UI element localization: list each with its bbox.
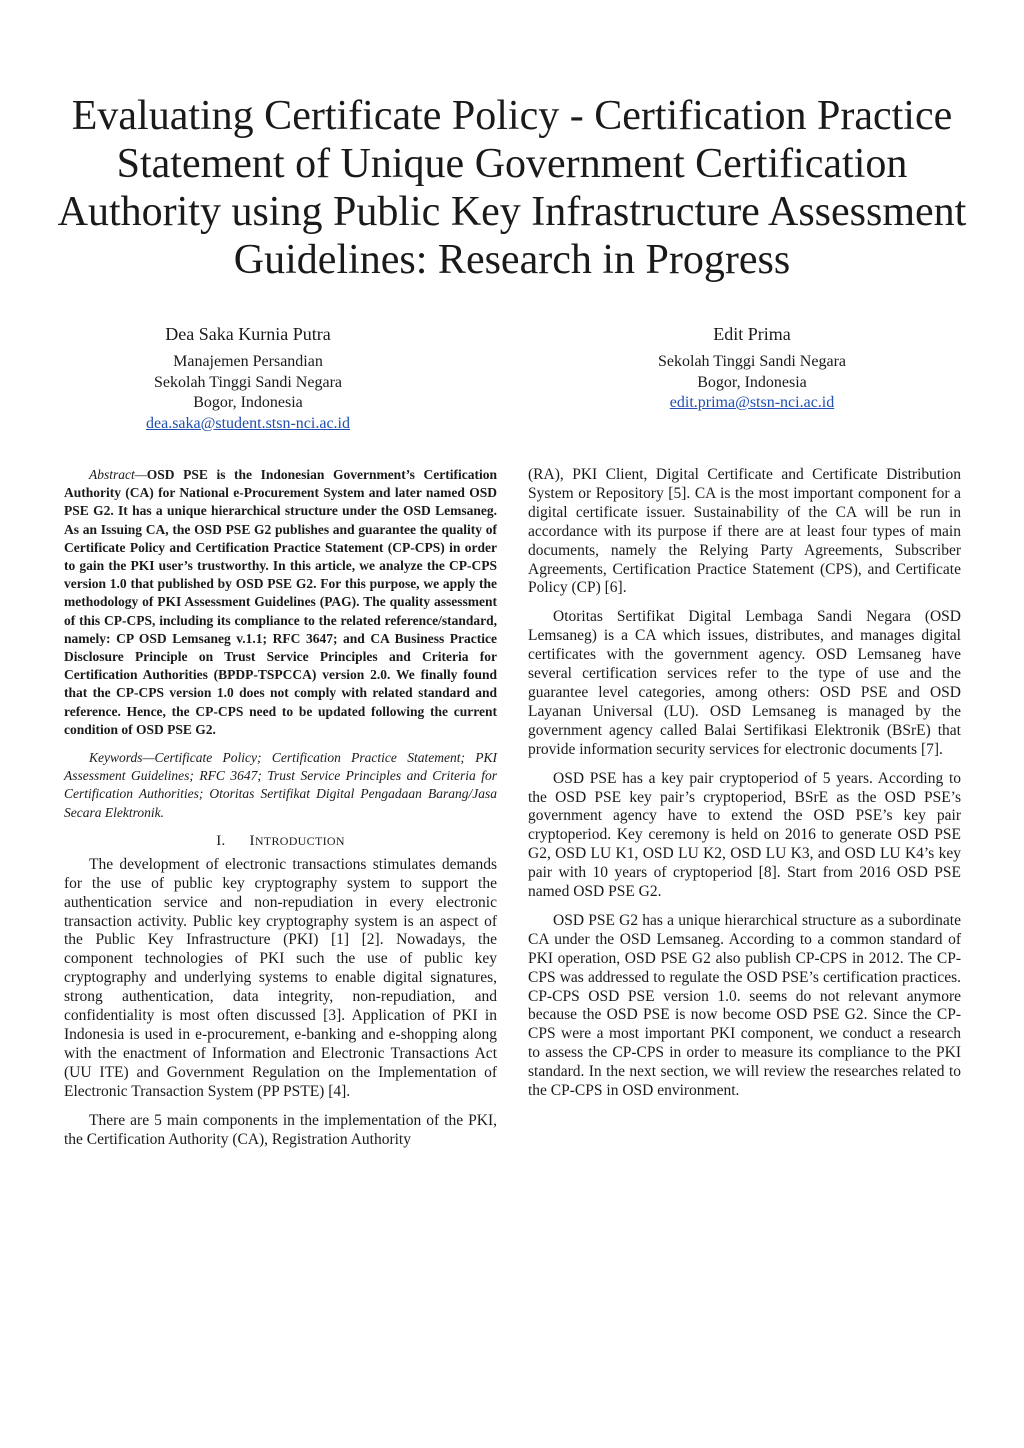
- author-institution: Sekolah Tinggi Sandi Negara: [658, 353, 846, 370]
- section-number: I.: [216, 832, 226, 849]
- author-location: Bogor, Indonesia: [193, 394, 303, 411]
- author-block-1: [88, 322, 408, 434]
- author-block-2: [592, 322, 912, 414]
- author-name: Edit Prima: [713, 324, 791, 344]
- abstract: [64, 466, 497, 739]
- body-paragraph: Otoritas Sertifikat Digital Lembaga Sandi Negara (OSD Lemsaneg) is a CA which issues, distributes, and manages digital certificates with the government agency. OSD Lemsaneg have several certification services refer to the type of use and the guarantee level categories, among others: OSD PSE and OSD Layanan Universal (LU). OSD Lemsaneg is managed by the government agency called Balai Sertifikasi Elektronik (BSrE) that provide information security services for electronic documents [7].: [528, 608, 961, 758]
- author-location: Bogor, Indonesia: [697, 373, 807, 391]
- right-column: [528, 466, 961, 1111]
- body-paragraph: There are 5 main components in the implementation of the PKI, the Certification Authority (CA), Registration Authority: [64, 1111, 497, 1148]
- abstract-text: OSD PSE is the Indonesian Government’s Certification Authority (CA) for National e-Procurement System and later named OSD PSE G2. It has a unique hierarchical structure under the OSD Lemsaneg. As an Issuing CA, the OSD PSE G2 publishes and guarantee the quality of Certificate Policy and Certification Practice Statement (CP-CPS) in order to gain the PKI user’s trustworthy. In this article, we analyze the CP-CPS version 1.0 that published by OSD PSE G2. For this purpose, we apply the methodology of PKI Assessment Guidelines (PAG). The quality assessment of this CP-CPS, including its compliance to the related reference/standard, namely: CP OSD Lemsaneg v.1.1; RFC 3647; and CA Business Practice Disclosure Principle on Trust Service Principles and Criteria for Certification Authorities (BPDP-TSPCCA) version 2.0. We finally found that the CP-CPS version 1.0 does not comply with related standard and reference. Hence, the CP-CPS need to be updated following the current condition of OSD PSE G2.: [64, 467, 497, 737]
- keywords: Keywords—Certificate Policy; Certification Practice Statement; PKI Assessment Guidelines; RFC 3647; Trust Service Principles and Criteria for Certification Authorities; Otoritas Sertifikat Digital Pengadaan Barang/Jasa Secara Elektronik.: [64, 750, 497, 820]
- section-heading-introduction: [64, 832, 497, 850]
- abstract-label: Abstract—: [89, 467, 147, 482]
- body-paragraph: The development of electronic transactions stimulates demands for the use of public key cryptography system to support the authentication service and non-repudiation in every electronic transaction activity. Public key cryptography system is an aspect of the Public Key Infrastructure (PKI) [1] [2]. Nowadays, the component technologies of PKI such the use of public key cryptography and underlying systems to enable digital signatures, strong authentication, data integrity, non-repudiation, and confidentiality is most often discussed [3]. Application of PKI in Indonesia is used in e-procurement, e-banking and e-shopping along with the enactment of Information and Electronic Transactions Act (UU ITE) and Government Regulation on the Implementation of Electronic Transaction System (PP PSTE) [4].: [64, 855, 497, 1100]
- left-column: [64, 466, 497, 1159]
- author-affiliation: Manajemen Persandian: [173, 353, 323, 370]
- body-paragraph: OSD PSE G2 has a unique hierarchical structure as a subordinate CA under the OSD Lemsaneg. According to a common standard of PKI operation, OSD PSE G2 also publish CP-CPS in 2012. The CP-CPS was addressed to regulate the OSD PSE’s certification practices. CP-CPS OSD PSE version 1.0. seems do not relevant anymore because the OSD PSE is now become OSD PSE G2. Since the CP-CPS were a most important PKI component, we conduct a research to assess the CP-CPS in order to measure its compliance to the PKI standard. In the next section, we will review the researches related to the CP-CPS in OSD environment.: [528, 911, 961, 1100]
- section-title-rest: NTRODUCTION: [254, 833, 345, 848]
- body-paragraph-continued: (RA), PKI Client, Digital Certificate and Certificate Distribution System or Repository [5]. CA is the most important component for a digital certificate issuer. Sustainability of the CA will be run in accordance with its purpose if there are at least four types of main documents, namely the Relying Party Agreements, Subscriber Agreements, Certification Practice Statement (CPS), and Certificate Policy (CP) [6].: [528, 466, 961, 597]
- body-paragraph: OSD PSE has a key pair cryptoperiod of 5 years. According to the OSD PSE key pair’s cryptoperiod, BSrE as the OSD PSE’s government agency have to extend the OSD PSE’s key pair cryptoperiod. Key ceremony is held on 2016 to generate OSD PSE G2, OSD LU K1, OSD LU K2, OSD LU K3, and OSD LU K4’s key pair with 10 years of cryptoperiod [8]. Start from 2016 OSD PSE named OSD PSE G2.: [528, 769, 961, 901]
- section-title-initial: I: [249, 832, 255, 849]
- author-email-link[interactable]: dea.saka@student.stsn-nci.ac.id: [145, 414, 350, 432]
- author-email-link[interactable]: edit.prima@stsn-nci.ac.id: [669, 394, 835, 411]
- author-institution: Sekolah Tinggi Sandi Negara: [154, 373, 342, 391]
- author-name: Dea Saka Kurnia Putra: [165, 324, 331, 344]
- paper-title: Evaluating Certificate Policy - Certification Practice Statement of Unique Government Certification Authority using Public Key Infrastructure Assessment Guidelines: Research in Progress: [57, 93, 967, 283]
